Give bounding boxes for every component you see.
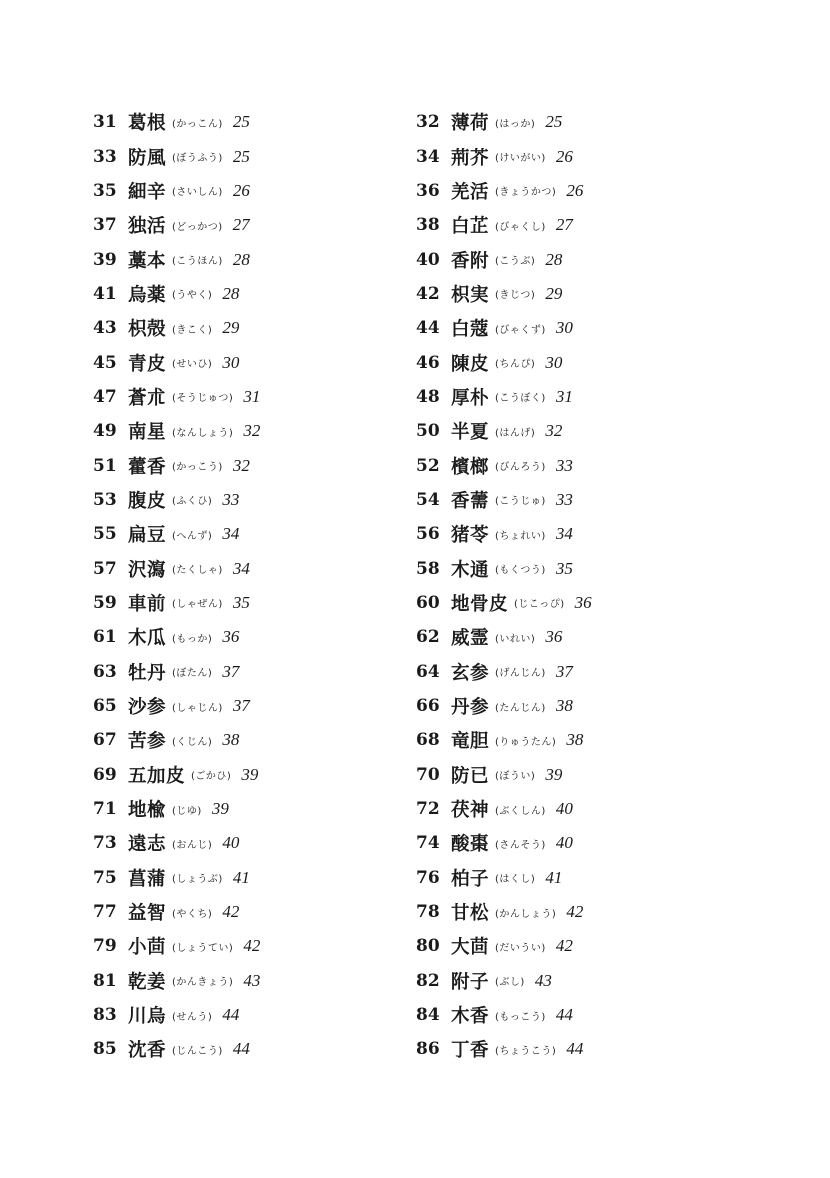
herb-reading: (げんじん) — [495, 668, 546, 680]
herb-reading: (きょうかつ) — [495, 187, 557, 199]
herb-reading: (しゃぜん) — [172, 599, 223, 611]
page-number: 39 — [241, 764, 259, 784]
herb-reading: (はんげ) — [495, 427, 536, 439]
index-entry[interactable] — [93, 723, 260, 757]
entry-number: 85 — [93, 1039, 117, 1060]
page-number: 38 — [555, 696, 573, 716]
entry-number: 49 — [93, 421, 117, 442]
herb-name: 防已 — [451, 765, 490, 787]
page-number: 30 — [555, 318, 573, 338]
page-number: 32 — [243, 421, 261, 441]
herb-name: 陳皮 — [451, 353, 490, 375]
page-number: 33 — [222, 489, 240, 509]
index-entry[interactable] — [416, 620, 592, 654]
index-entry[interactable] — [93, 517, 260, 551]
index-entry[interactable] — [416, 174, 592, 208]
index-entry[interactable] — [416, 414, 592, 448]
page-number: 37 — [222, 661, 240, 681]
entry-number: 75 — [93, 867, 117, 888]
herb-name: 苦参 — [128, 731, 167, 753]
herb-reading: (ちょれい) — [495, 530, 546, 542]
index-entry[interactable] — [93, 689, 260, 723]
entry-number: 47 — [93, 386, 117, 407]
herb-reading: (はっか) — [495, 118, 536, 130]
page-number: 44 — [222, 1005, 240, 1025]
index-column-left — [93, 105, 260, 1067]
herb-reading: (ぼたん) — [172, 668, 213, 680]
entry-number: 62 — [416, 627, 440, 648]
herb-reading: (せんう) — [172, 1011, 213, 1023]
entry-number: 58 — [416, 558, 440, 579]
page-number: 26 — [555, 146, 573, 166]
herb-name: 地骨皮 — [451, 593, 509, 615]
herb-name: 荊芥 — [451, 147, 490, 169]
page-number: 28 — [545, 249, 563, 269]
entry-number: 43 — [93, 318, 117, 339]
page-number: 25 — [545, 112, 563, 132]
entry-number: 44 — [416, 318, 440, 339]
herb-reading: (ちんぴ) — [495, 359, 536, 371]
index-entry[interactable] — [93, 792, 260, 826]
index-entry[interactable] — [416, 998, 592, 1032]
herb-reading: (じこっぴ) — [514, 599, 565, 611]
entry-number: 32 — [416, 112, 440, 133]
page-number: 42 — [243, 936, 261, 956]
page-number: 26 — [232, 180, 250, 200]
herb-name: 木香 — [451, 1006, 490, 1028]
index-entry[interactable] — [93, 242, 260, 276]
herb-reading: (だいうい) — [495, 942, 546, 954]
entry-number: 34 — [416, 146, 440, 167]
herb-reading: (そうじゅつ) — [172, 393, 234, 405]
herb-name: 木通 — [451, 559, 490, 581]
herb-reading: (たんじん) — [495, 702, 546, 714]
page-number: 38 — [222, 730, 240, 750]
page-number: 32 — [545, 421, 563, 441]
herb-name: 茯神 — [451, 800, 490, 822]
entry-number: 80 — [416, 936, 440, 957]
entry-number: 83 — [93, 1005, 117, 1026]
entry-number: 41 — [93, 283, 117, 304]
entry-number: 37 — [93, 215, 117, 236]
entry-number: 72 — [416, 799, 440, 820]
page-number: 27 — [555, 215, 573, 235]
herb-reading: (きじつ) — [495, 290, 536, 302]
entry-number: 79 — [93, 936, 117, 957]
herb-reading: (ぶし) — [495, 977, 525, 989]
index-entry[interactable] — [416, 277, 592, 311]
herb-name: 遠志 — [128, 834, 167, 856]
entry-number: 52 — [416, 455, 440, 476]
herb-name: 藁本 — [128, 250, 167, 272]
herb-name: 地楡 — [128, 800, 167, 822]
herb-reading: (いれい) — [495, 633, 536, 645]
herb-name: 防風 — [128, 147, 167, 169]
herb-reading: (ぶくしん) — [495, 805, 546, 817]
herb-name: 香附 — [451, 250, 490, 272]
herb-reading: (ぼうい) — [495, 771, 536, 783]
page-number: 32 — [232, 455, 250, 475]
index-entry[interactable] — [416, 483, 592, 517]
herb-name: 小茴 — [128, 937, 167, 959]
page-number: 35 — [555, 558, 573, 578]
herb-reading: (しょうぶ) — [172, 874, 223, 886]
page-number: 39 — [211, 799, 229, 819]
page-number: 44 — [555, 1005, 573, 1025]
page-number: 29 — [222, 318, 240, 338]
herb-reading: (さんそう) — [495, 839, 546, 851]
index-entry[interactable] — [416, 139, 592, 173]
entry-number: 59 — [93, 592, 117, 613]
herb-reading: (なんしょう) — [172, 427, 234, 439]
herb-reading: (はくし) — [495, 874, 536, 886]
herb-reading: (じゆ) — [172, 805, 202, 817]
entry-number: 54 — [416, 489, 440, 510]
page-number: 42 — [222, 902, 240, 922]
herb-name: 威霊 — [451, 628, 490, 650]
entry-number: 65 — [93, 696, 117, 717]
herb-reading: (こうじゅ) — [495, 496, 546, 508]
herb-reading: (おんじ) — [172, 839, 213, 851]
herb-name: 玄参 — [451, 662, 490, 684]
entry-number: 56 — [416, 524, 440, 545]
page-number: 41 — [232, 867, 250, 887]
herb-name: 木瓜 — [128, 628, 167, 650]
index-entry[interactable] — [416, 758, 592, 792]
herb-name: 細辛 — [128, 181, 167, 203]
herb-name: 厚朴 — [451, 387, 490, 409]
herb-name: 菖蒲 — [128, 868, 167, 890]
herb-reading: (ふくひ) — [172, 496, 213, 508]
entry-number: 70 — [416, 764, 440, 785]
index-entry[interactable] — [416, 689, 592, 723]
herb-name: 柏子 — [451, 868, 490, 890]
entry-number: 57 — [93, 558, 117, 579]
entry-number: 76 — [416, 867, 440, 888]
entry-number: 53 — [93, 489, 117, 510]
herb-reading: (くじん) — [172, 736, 213, 748]
herb-reading: (かっこう) — [172, 462, 223, 474]
index-entry[interactable] — [93, 895, 260, 929]
index-entry[interactable] — [416, 929, 592, 963]
index-entry[interactable] — [93, 758, 260, 792]
page-number: 25 — [232, 146, 250, 166]
entry-number: 86 — [416, 1039, 440, 1060]
index-entry[interactable] — [416, 105, 592, 139]
herb-name: 沢瀉 — [128, 559, 167, 581]
entry-number: 67 — [93, 730, 117, 751]
entry-number: 48 — [416, 386, 440, 407]
herb-name: 香薷 — [451, 490, 490, 512]
index-entry[interactable] — [416, 826, 592, 860]
entry-number: 73 — [93, 833, 117, 854]
herb-reading: (しょうてい) — [172, 942, 234, 954]
herb-name: 牡丹 — [128, 662, 167, 684]
entry-number: 71 — [93, 799, 117, 820]
page-number: 34 — [555, 524, 573, 544]
index-entry[interactable] — [416, 345, 592, 379]
index-entry[interactable] — [416, 792, 592, 826]
entry-number: 36 — [416, 180, 440, 201]
page-number: 40 — [555, 799, 573, 819]
page-number: 34 — [222, 524, 240, 544]
entry-number: 33 — [93, 146, 117, 167]
herb-name: 沈香 — [128, 1040, 167, 1062]
page-number: 41 — [545, 867, 563, 887]
page-number: 31 — [243, 386, 261, 406]
index-entry[interactable] — [93, 620, 260, 654]
entry-number: 66 — [416, 696, 440, 717]
page-number: 43 — [534, 970, 552, 990]
entry-number: 63 — [93, 661, 117, 682]
entry-number: 74 — [416, 833, 440, 854]
herb-reading: (どっかつ) — [172, 221, 223, 233]
page-number: 36 — [574, 592, 592, 612]
index-entry[interactable] — [93, 964, 260, 998]
herb-name: 薄荷 — [451, 113, 490, 135]
herb-name: 車前 — [128, 593, 167, 615]
index-entry[interactable] — [93, 311, 260, 345]
entry-number: 68 — [416, 730, 440, 751]
herb-name: 青皮 — [128, 353, 167, 375]
herb-reading: (りゅうたん) — [495, 736, 557, 748]
page-number: 28 — [232, 249, 250, 269]
herb-name: 枳実 — [451, 284, 490, 306]
page-number: 40 — [222, 833, 240, 853]
index-entry[interactable] — [93, 345, 260, 379]
herb-name: 烏薬 — [128, 284, 167, 306]
herb-reading: (けいがい) — [495, 153, 546, 165]
index-entry[interactable] — [93, 448, 260, 482]
herb-reading: (しゃじん) — [172, 702, 223, 714]
index-entry[interactable] — [416, 964, 592, 998]
page-number: 42 — [555, 936, 573, 956]
index-entry[interactable] — [93, 208, 260, 242]
page-number: 42 — [566, 902, 584, 922]
index-column-right — [416, 105, 592, 1067]
herb-reading: (やくち) — [172, 908, 213, 920]
herb-name: 羌活 — [451, 181, 490, 203]
herb-reading: (びゃくず) — [495, 324, 546, 336]
entry-number: 45 — [93, 352, 117, 373]
index-entry[interactable] — [416, 655, 592, 689]
entry-number: 77 — [93, 902, 117, 923]
herb-name: 竜胆 — [451, 731, 490, 753]
page-number: 27 — [232, 215, 250, 235]
herb-name: 乾姜 — [128, 971, 167, 993]
entry-number: 40 — [416, 249, 440, 270]
page-number: 39 — [545, 764, 563, 784]
page-number: 26 — [566, 180, 584, 200]
page-number: 33 — [555, 455, 573, 475]
herb-name: 大茴 — [451, 937, 490, 959]
page-number: 37 — [232, 696, 250, 716]
index-entry[interactable] — [93, 483, 260, 517]
index-entry[interactable] — [416, 551, 592, 585]
entry-number: 84 — [416, 1005, 440, 1026]
entry-number: 82 — [416, 970, 440, 991]
index-entry[interactable] — [93, 826, 260, 860]
herb-reading: (ぼうふう) — [172, 153, 223, 165]
entry-number: 38 — [416, 215, 440, 236]
entry-number: 55 — [93, 524, 117, 545]
herb-name: 川烏 — [128, 1006, 167, 1028]
herb-name: 丁香 — [451, 1040, 490, 1062]
index-entry[interactable] — [93, 414, 260, 448]
herb-name: 腹皮 — [128, 490, 167, 512]
herb-name: 檳榔 — [451, 456, 490, 478]
entry-number: 69 — [93, 764, 117, 785]
herb-name: 白蔻 — [451, 319, 490, 341]
herb-reading: (かんしょう) — [495, 908, 557, 920]
index-entry[interactable] — [93, 551, 260, 585]
herb-reading: (こうぼく) — [495, 393, 546, 405]
herb-name: 蒼朮 — [128, 387, 167, 409]
index-entry[interactable] — [416, 861, 592, 895]
page-number: 37 — [555, 661, 573, 681]
index-entry[interactable] — [416, 723, 592, 757]
herb-reading: (ちょうこう) — [495, 1045, 557, 1057]
herb-reading: (もっこう) — [495, 1011, 546, 1023]
entry-number: 81 — [93, 970, 117, 991]
page-number: 29 — [545, 283, 563, 303]
page-number: 35 — [232, 592, 250, 612]
index-entry[interactable] — [93, 380, 260, 414]
herb-reading: (かんきょう) — [172, 977, 234, 989]
page-number: 34 — [232, 558, 250, 578]
herb-reading: (ごかひ) — [191, 771, 232, 783]
entry-number: 60 — [416, 592, 440, 613]
herb-reading: (じんこう) — [172, 1045, 223, 1057]
herb-name: 附子 — [451, 971, 490, 993]
herb-name: 丹参 — [451, 697, 490, 719]
page-number: 28 — [222, 283, 240, 303]
herb-name: 益智 — [128, 903, 167, 925]
herb-reading: (たくしゃ) — [172, 565, 223, 577]
herb-reading: (もっか) — [172, 633, 213, 645]
page-number: 40 — [555, 833, 573, 853]
index-entry[interactable] — [93, 174, 260, 208]
index-entry[interactable] — [416, 586, 592, 620]
herb-reading: (こうほん) — [172, 256, 223, 268]
herb-name: 藿香 — [128, 456, 167, 478]
herb-reading: (へんず) — [172, 530, 213, 542]
index-entry[interactable] — [93, 105, 260, 139]
entry-number: 61 — [93, 627, 117, 648]
herb-name: 扁豆 — [128, 525, 167, 547]
index-entry[interactable] — [416, 1032, 592, 1066]
entry-number: 35 — [93, 180, 117, 201]
index-entry[interactable] — [93, 861, 260, 895]
index-entry[interactable] — [416, 311, 592, 345]
entry-number: 31 — [93, 112, 117, 133]
page-number: 43 — [243, 970, 261, 990]
herb-reading: (うやく) — [172, 290, 213, 302]
entry-number: 78 — [416, 902, 440, 923]
index-entry[interactable] — [93, 277, 260, 311]
herb-name: 白芷 — [451, 216, 490, 238]
page-number: 30 — [545, 352, 563, 372]
index-entry[interactable] — [93, 998, 260, 1032]
entry-number: 39 — [93, 249, 117, 270]
page-number: 31 — [555, 386, 573, 406]
entry-number: 42 — [416, 283, 440, 304]
entry-number: 51 — [93, 455, 117, 476]
herb-name: 沙参 — [128, 697, 167, 719]
page-number: 33 — [555, 489, 573, 509]
herb-reading: (せいひ) — [172, 359, 213, 371]
page-number: 25 — [232, 112, 250, 132]
herb-reading: (もくつう) — [495, 565, 546, 577]
index-entry[interactable] — [93, 655, 260, 689]
herb-name: 猪苓 — [451, 525, 490, 547]
herb-name: 南星 — [128, 422, 167, 444]
index-entry[interactable] — [416, 242, 592, 276]
herb-name: 甘松 — [451, 903, 490, 925]
page-number: 36 — [222, 627, 240, 647]
index-entry[interactable] — [416, 208, 592, 242]
entry-number: 46 — [416, 352, 440, 373]
herb-name: 独活 — [128, 216, 167, 238]
index-entry[interactable] — [93, 1032, 260, 1066]
page-number: 30 — [222, 352, 240, 372]
index-entry[interactable] — [93, 139, 260, 173]
index-entry[interactable] — [416, 517, 592, 551]
index-entry[interactable] — [93, 586, 260, 620]
herb-name: 酸棗 — [451, 834, 490, 856]
index-entry[interactable] — [93, 929, 260, 963]
entry-number: 50 — [416, 421, 440, 442]
index-entry[interactable] — [416, 448, 592, 482]
index-entry[interactable] — [416, 895, 592, 929]
page-number: 44 — [566, 1039, 584, 1059]
page-number: 36 — [545, 627, 563, 647]
herb-name: 葛根 — [128, 113, 167, 135]
entry-number: 64 — [416, 661, 440, 682]
herb-reading: (こうぶ) — [495, 256, 536, 268]
herb-name: 五加皮 — [128, 765, 186, 787]
index-entry[interactable] — [416, 380, 592, 414]
page-number: 38 — [566, 730, 584, 750]
page-number: 44 — [232, 1039, 250, 1059]
herb-name: 半夏 — [451, 422, 490, 444]
herb-reading: (さいしん) — [172, 187, 223, 199]
herb-reading: (びんろう) — [495, 462, 546, 474]
herb-reading: (きこく) — [172, 324, 213, 336]
herb-name: 枳殻 — [128, 319, 167, 341]
herb-reading: (かっこん) — [172, 118, 223, 130]
herb-reading: (びゃくし) — [495, 221, 546, 233]
